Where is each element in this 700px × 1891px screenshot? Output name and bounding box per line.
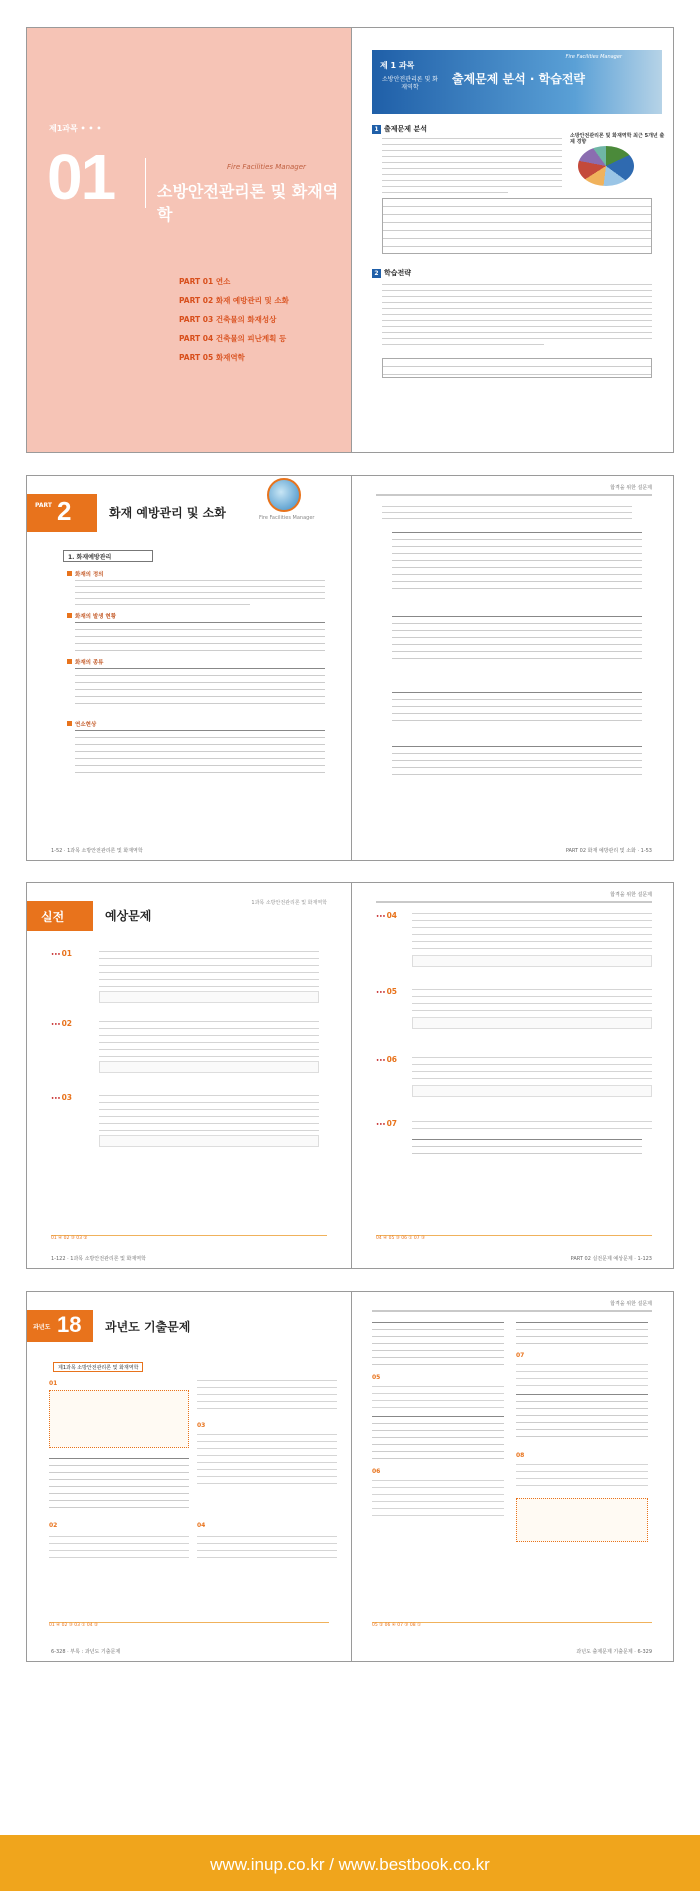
definition-text <box>75 580 325 610</box>
part-item: PART 04 건축물의 피난계획 등 <box>179 334 287 343</box>
running-header: 합격을 위한 설문제 <box>610 892 652 898</box>
question-number: 05 <box>372 1374 381 1381</box>
part-item: PART 05 화재역학 <box>179 353 245 362</box>
header-rule <box>376 494 652 496</box>
type-table <box>516 1322 648 1344</box>
answer-strip: 05 ② 06 ④ 07 ③ 08 ① <box>372 1622 652 1631</box>
right-footer: 과년도 출제문제 기출문제 · 6-329 <box>576 1649 652 1655</box>
question-quote <box>49 1390 189 1448</box>
question-body <box>372 1386 504 1414</box>
item-heading: 연소현상 <box>67 720 96 728</box>
analysis-text <box>382 138 562 198</box>
body-text <box>382 506 632 524</box>
part-number: 2 <box>57 496 72 526</box>
feature-table <box>392 532 642 589</box>
banner-tag: 제 1 과목 <box>380 61 415 70</box>
header-rule <box>376 901 652 903</box>
section-badge: 실전 <box>27 901 93 931</box>
question-number: 08 <box>516 1452 525 1459</box>
question-body <box>412 1057 652 1085</box>
question-number: •••02 <box>51 1019 73 1028</box>
section-title: 예상문제 <box>105 909 152 923</box>
strategy-table <box>382 358 652 378</box>
question-number: 01 <box>49 1380 58 1387</box>
banner-english: Fire Facilities Manager <box>565 54 622 60</box>
part-label: PART <box>35 502 52 509</box>
running-header: 합격을 위한 설문제 <box>610 485 652 491</box>
divider <box>145 158 146 208</box>
right-footer: PART 02 화재 예방관리 및 소화 · 1-53 <box>565 848 652 854</box>
phenomena-table <box>75 730 325 773</box>
question-body <box>412 913 652 955</box>
banner-subtitle: 소방안전관리론 및 화재역학 <box>382 76 438 91</box>
status-table <box>75 622 325 651</box>
comparison-table <box>392 616 642 659</box>
right-footer: PART 02 실전문제 예상문제 · 1-123 <box>570 1256 652 1262</box>
spread-part-two <box>26 475 674 861</box>
explanation-box <box>516 1498 648 1542</box>
chapter-english: Fire Facilities Manager <box>227 163 306 171</box>
part-item: PART 01 연소 <box>179 277 231 286</box>
subject-tag: 제1과목 소방안전관리론 및 화재역학 <box>53 1362 143 1372</box>
explanation-box <box>99 1135 319 1147</box>
question-number: 07 <box>516 1352 525 1359</box>
question-body <box>99 1021 319 1063</box>
question-body <box>412 1121 652 1135</box>
question-body <box>49 1536 189 1564</box>
data-table <box>372 1416 504 1459</box>
globe-caption: Fire Facilities Manager <box>259 515 315 521</box>
question-number: 06 <box>372 1468 381 1475</box>
answer-strip: 01 ④ 02 ③ 03 ② <box>51 1235 327 1244</box>
section-heading-strategy: 2 학습전략 <box>372 268 411 278</box>
practice-left-page <box>27 883 351 1268</box>
part-two-left-page <box>27 476 351 860</box>
chapter-title: 소방안전관리론 및 화재역학 <box>157 182 339 225</box>
answer-strip: 01 ④ 02 ③ 03 ① 04 ② <box>49 1622 329 1631</box>
question-table <box>412 1139 642 1154</box>
banner-title: 출제문제 분석 · 학습전략 <box>452 72 586 86</box>
subject-banner <box>372 50 662 114</box>
question-body <box>516 1464 648 1492</box>
pie-caption: 소방안전관리론 및 화재역학 최근 5개년 출제 경향 <box>570 133 665 145</box>
part-list <box>179 272 289 367</box>
past-exam-left-page <box>27 1292 351 1661</box>
question-body <box>99 1095 319 1137</box>
subsection-heading: 1. 화재예방관리 <box>63 550 153 562</box>
answer-strip: 04 ④ 05 ③ 06 ① 07 ③ <box>376 1235 652 1244</box>
strategy-text <box>382 284 652 350</box>
criteria-table <box>392 692 642 721</box>
reaction-table <box>516 1394 648 1437</box>
question-body <box>372 1480 504 1522</box>
running-header: 합격을 위한 설문제 <box>610 1301 652 1307</box>
item-heading: 화재의 발생 현황 <box>67 612 116 620</box>
summary-table <box>392 746 642 775</box>
globe-icon <box>267 478 301 512</box>
question-number: •••06 <box>376 1055 398 1064</box>
explanation-box <box>412 1017 652 1029</box>
question-number: 02 <box>49 1522 58 1529</box>
running-header: 1과목 소방안전관리론 및 화재역학 <box>251 900 327 906</box>
spread-chapter-opening <box>26 27 674 453</box>
website-links[interactable]: www.inup.co.kr / www.bestbook.co.kr <box>210 1855 490 1874</box>
explanation-box <box>99 991 319 1003</box>
question-body <box>197 1434 337 1490</box>
spread-practice-questions <box>26 882 674 1269</box>
left-footer: 6-328 · 부록 : 과년도 기출문제 <box>51 1649 121 1655</box>
question-body <box>197 1536 337 1564</box>
chapter-label: 제1과목 • • • <box>49 124 102 133</box>
explanation-box <box>99 1061 319 1073</box>
question-body <box>412 989 652 1017</box>
part-badge <box>27 494 97 532</box>
question-number: •••04 <box>376 911 398 920</box>
question-body <box>99 951 319 993</box>
left-footer: 1-122 · 1과목 소방안전관리론 및 화재역학 <box>51 1256 146 1262</box>
past-exam-right-page <box>352 1292 674 1661</box>
question-number: •••01 <box>51 949 73 958</box>
question-number: •••05 <box>376 987 398 996</box>
item-heading: 화재의 종류 <box>67 658 103 666</box>
item-heading: 화재의 정의 <box>67 570 103 578</box>
analysis-page <box>352 28 674 452</box>
explanation-box <box>412 1085 652 1097</box>
website-footer <box>0 1835 700 1891</box>
header-rule <box>372 1310 652 1312</box>
part-two-right-page <box>352 476 674 860</box>
type-table <box>75 668 325 704</box>
cover-background <box>27 28 351 452</box>
answer-table <box>49 1458 189 1508</box>
section-title: 과년도 기출문제 <box>105 1320 191 1334</box>
question-body <box>516 1364 648 1392</box>
section-badge: 과년도 18 <box>27 1310 93 1342</box>
question-number: •••07 <box>376 1119 398 1128</box>
formula-table <box>372 1322 504 1365</box>
explanation-text <box>197 1380 337 1415</box>
spread-past-exams <box>26 1291 674 1662</box>
topic-table <box>382 198 652 254</box>
practice-right-page <box>352 883 674 1268</box>
chapter-number: 01 <box>47 141 115 213</box>
question-number: 03 <box>197 1422 206 1429</box>
chapter-cover-page <box>27 28 351 452</box>
section-heading-analysis: 1 출제문제 분석 <box>372 124 427 134</box>
pie-chart <box>578 146 634 186</box>
question-number: •••03 <box>51 1093 73 1102</box>
question-number: 04 <box>197 1522 206 1529</box>
explanation-box <box>412 955 652 967</box>
part-item: PART 03 건축물의 화재성상 <box>179 315 277 324</box>
left-footer: 1-52 · 1과목 소방안전관리론 및 화재역학 <box>51 848 143 854</box>
part-item: PART 02 화재 예방관리 및 소화 <box>179 296 289 305</box>
part-title: 화재 예방관리 및 소화 <box>109 506 226 520</box>
